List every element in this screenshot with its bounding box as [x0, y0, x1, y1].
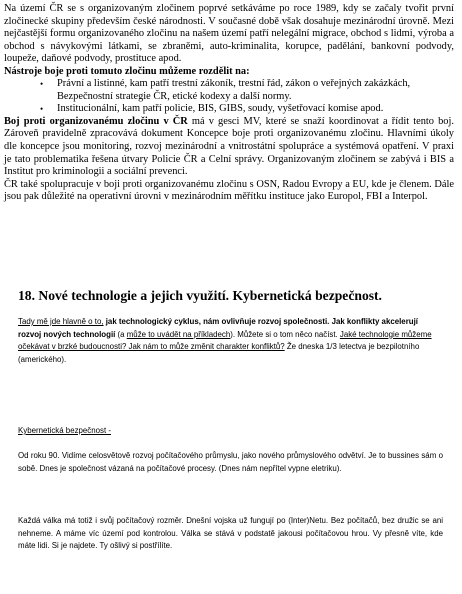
section-heading: 18. Nové technologie a jejich využití. Kybernetická bezpečnost.: [18, 288, 382, 303]
tools-heading: Nástroje boje proti tomuto zločinu můžeme rozdělit na:: [4, 65, 250, 77]
tools-list: [4, 78, 454, 116]
cyber-security-title: Kybernetická bezpečnost -: [18, 426, 111, 435]
tech-text: ). Můžete si o tom něco načíst.: [230, 329, 340, 339]
list-item: [4, 78, 454, 103]
tech-intro: Tady mě jde hlavně o to,: [18, 317, 104, 326]
list-item: [4, 103, 454, 116]
list-item-text: Právní a listinné, kam patří trestní zákoník, trestní řád, zákon o veřejných zakázkách, Bezpečnostní strategie ČR, etické kodexy a další normy.: [57, 78, 411, 102]
tech-text: (a: [115, 329, 127, 339]
cyber-paragraph-2: Každá válka má totiž i svůj počítačový rozměr. Dnešní vojska už fungují po (Inter)Netu. Bez počítačů, bez družic se ani nehneme. A máme víc území pod kontrolou. Válka se stává v podstatě jakousi počítačovou hrou. Vy přesně víte, kde máte lidi. Si je najdete. Ty ošlivý si postřílíte.: [18, 516, 443, 551]
bullet-icon: •: [40, 104, 44, 115]
cooperation-paragraph: ČR také spolupracuje v boji proti organizovanému zločinu s OSN, Radou Evropy a EU, kde je členem. Dále jsou pak důležité na operativní úrovni v mezinárodním měřítku instituce jako Europol, FBI a Interpol.: [4, 178, 454, 203]
technology-paragraph: [18, 316, 443, 367]
tech-bold-question: jak technologický cyklus, nám ovlivňuje rozvoj společnosti. Jak konflikty akcelerují rozvoj nových technologií: [18, 317, 418, 339]
organized-crime-section: [4, 3, 454, 204]
intro-paragraph: Na území ČR se s organizovaným zločinem poprvé setkáváme po roce 1989, kdy se začaly tvořit první zločinecké skupiny především české národnosti. V současné době však dosahuje mezinárodní úrovně. Mezi nejčastější formu organizovaného zločinu na našem území patří nelegální migrace, obchod s lidmi, výroba a obchod s návykovými látkami, se zbraněmi, auto-kriminalita, korupce, padělání, bankovní podvody, loupeže, daňové podvody, prostituce apod.: [4, 3, 454, 65]
fight-paragraph: [4, 116, 454, 179]
fight-bold-lead: Boj proti organizovanému zločinu v ČR: [4, 115, 188, 127]
tech-examples-note: může to uvádět na příkladech: [126, 329, 231, 339]
tech-future-question: Jaké technologie můžeme očekávat v brzké budoucnosti? Jak nám to může změnit charakter konfliktů?: [18, 329, 432, 352]
tech-text: Že dneska 1/3 letectva je bezpilotního (amerického).: [18, 342, 420, 365]
list-item-text: Institucionální, kam patří policie, BIS, GIBS, soudy, vyšetřovací komise apod.: [57, 103, 384, 115]
bullet-icon: •: [40, 79, 44, 90]
cyber-paragraph-1: Od roku 90. Vidíme celosvětově rozvoj počítačového průmyslu, jako nového průmyslového odvětví. Je to bussines sám o sobě. Dnes je společnost vázaná na počítačové procesy. (Dnes nám nepřítel vypne eletriku).: [18, 451, 443, 473]
fight-text: má v gesci MV, které se snaží koordinovat a řídit tento boj. Zároveň pravidelně zpracovává dokument Koncepce boje proti organizovanému zločinu. Hlavními úkoly dle koncepce jsou monitoring, rozvoj mezinárodní a vnitrostátní spolupráce a systémová opatření. V praxi je tato problematika řešena útvary Policie ČR a Celní správy. Organizovaným zločinem se zabývá i BIS a Institut pro kriminologii a sociální prevenci.: [4, 115, 454, 178]
